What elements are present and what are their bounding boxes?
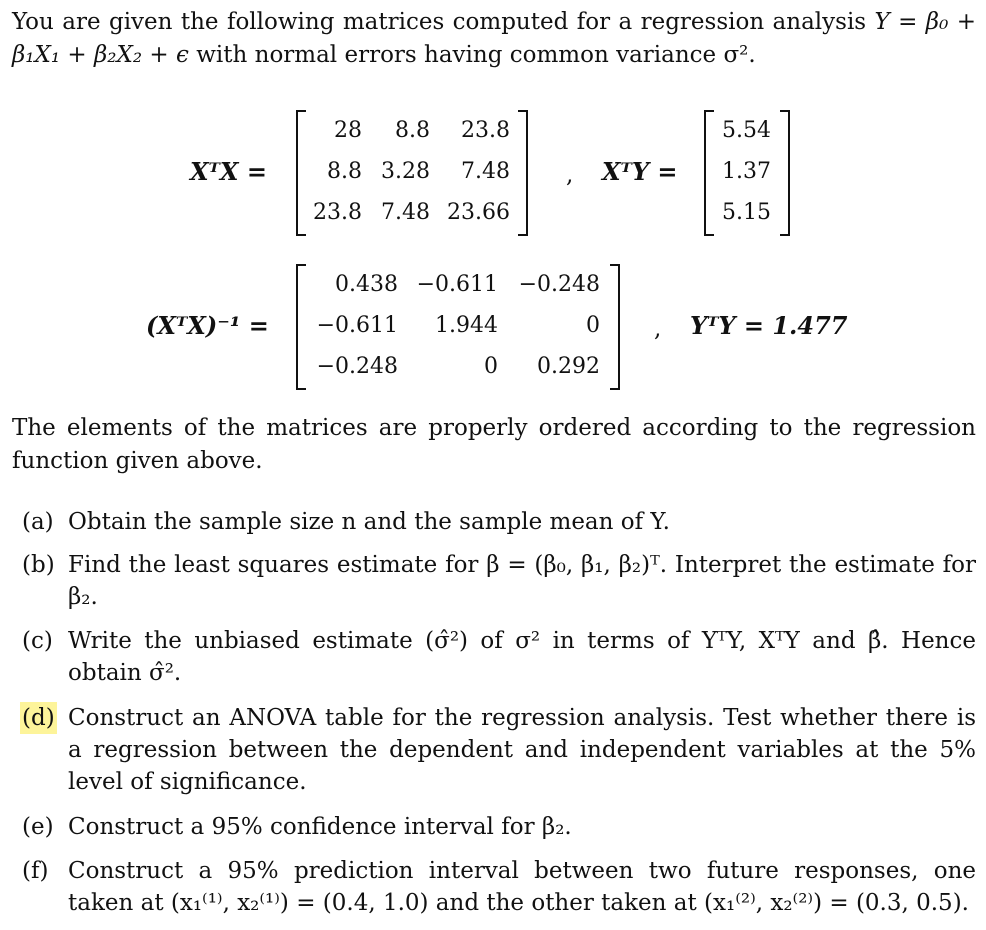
- inv-cell: −0.248: [518, 272, 600, 297]
- xtx-cell: 8.8: [327, 159, 362, 184]
- xty-label: XᵀY =: [602, 157, 678, 186]
- question-c: (c) Write the unbiased estimate (σ̂²) of σ² in terms of YᵀY, XᵀY and β̂. Hence obtain σ̂².: [22, 628, 976, 686]
- question-d-highlight: (d): [20, 702, 57, 734]
- inv-cell: 0: [484, 354, 498, 379]
- xty-cell: 5.15: [722, 200, 771, 225]
- xtx-cell: 23.66: [447, 200, 510, 225]
- xtx-right-bracket: [518, 110, 528, 236]
- inv-cell: 0: [586, 313, 600, 338]
- xty-right-bracket: [780, 110, 790, 236]
- inv-cell: −0.248: [316, 354, 398, 379]
- question-f: (f) Construct a 95% prediction interval between two future responses, one taken at (x₁⁽¹⁾, x₂⁽¹⁾) = (0.4, 1.0) and the other taken at (x₁⁽²⁾, x₂⁽²⁾) = (0.3, 0.5).: [22, 858, 976, 916]
- model-equation: Y = β₀ + β₁X₁ + β₂X₂ + ϵ: [12, 9, 976, 68]
- inv-left-bracket: [296, 264, 306, 390]
- inv-cell: 1.944: [435, 313, 498, 338]
- question-a: (a) Obtain the sample size n and the sample mean of Y.: [22, 509, 670, 535]
- comma-2: ,: [654, 316, 662, 342]
- inv-cell: 0.438: [335, 272, 398, 297]
- intro-line2: with normal errors having common variance σ².: [196, 42, 756, 68]
- xtx-cell: 23.8: [461, 118, 510, 143]
- xty-cell: 1.37: [722, 159, 771, 184]
- intro-paragraph: [12, 6, 976, 72]
- xtx-cell: 3.28: [381, 159, 430, 184]
- inv-right-bracket: [610, 264, 620, 390]
- inv-cell: −0.611: [316, 313, 398, 338]
- inv-cell: 0.292: [537, 354, 600, 379]
- xtx-cell: 23.8: [313, 200, 362, 225]
- ordering-note: The elements of the matrices are properly ordered according to the regression function given above.: [12, 415, 976, 474]
- xtx-cell: 7.48: [461, 159, 510, 184]
- xtx-cell: 8.8: [395, 118, 430, 143]
- xtx-cell: 7.48: [381, 200, 430, 225]
- inv-cell: −0.611: [416, 272, 498, 297]
- question-d: (d) Construct an ANOVA table for the regression analysis. Test whether there is a regression between the dependent and independent variables at the 5% level of significance.: [22, 702, 976, 798]
- intro-line1: You are given the following matrices computed for a regression analysis: [12, 9, 867, 35]
- xtx-label: XᵀX =: [190, 157, 267, 186]
- xtx-left-bracket: [296, 110, 306, 236]
- question-e: (e) Construct a 95% confidence interval for β₂.: [22, 814, 572, 840]
- yty-value: YᵀY = 1.477: [690, 311, 848, 340]
- xtx-cell: 28: [334, 118, 362, 143]
- xty-cell: 5.54: [722, 118, 771, 143]
- inv-label: (XᵀX)⁻¹ =: [146, 311, 269, 340]
- comma-1: ,: [566, 162, 574, 188]
- xty-left-bracket: [704, 110, 714, 236]
- question-b: (b) Find the least squares estimate for β = (β₀, β₁, β₂)ᵀ. Interpret the estimate for β₂.: [22, 552, 976, 610]
